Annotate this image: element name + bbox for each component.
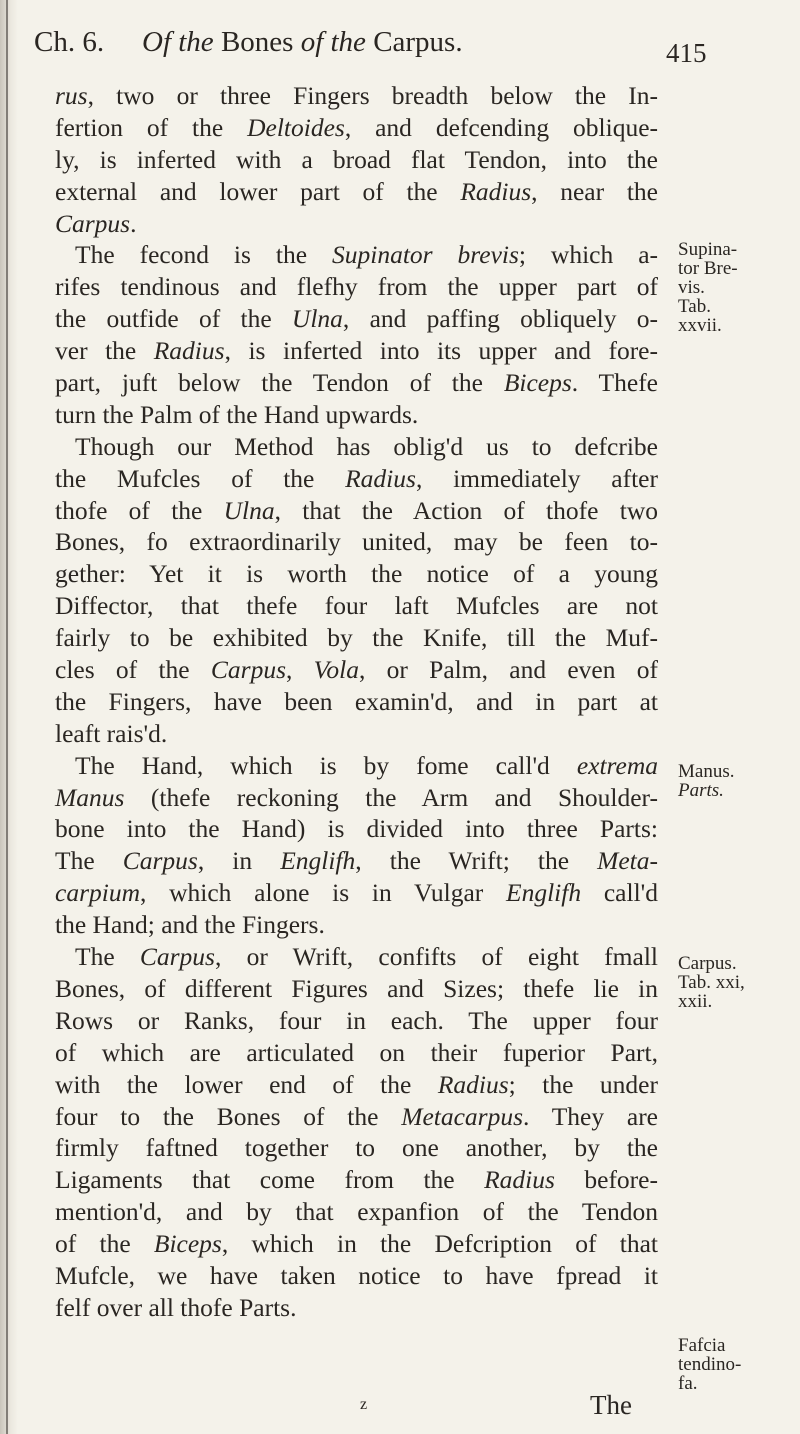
text-line: felf over all thofe Parts. <box>55 1292 297 1322</box>
text-line: The Carpus, in Englifh, the Wrift; the Meta- <box>55 846 658 876</box>
text-line: thofe of the Ulna, that the Action of thofe two <box>55 495 658 525</box>
page-footer <box>0 1390 800 1430</box>
text-line: Ligaments that come from the Radius before- <box>55 1165 658 1195</box>
text-line: external and lower part of the Radius, near the <box>55 176 658 206</box>
text-line: rus, two or three Fingers breadth below the In- <box>55 81 658 110</box>
text-line: bone into the Hand) is divided into three Parts: <box>55 814 658 844</box>
text-line: Diffector, that thefe four laft Mufcles are not <box>55 591 658 621</box>
catchword: The <box>590 1390 632 1420</box>
margin-note-line: Tab. xxi, <box>678 972 745 993</box>
chapter-number: Ch. 6. <box>34 26 105 58</box>
margin-note-line: vis. <box>678 277 705 298</box>
text-line: the Fingers, have been examin'd, and in part at <box>55 686 658 716</box>
text-line: Manus (thefe reckoning the Arm and Shoulder- <box>55 782 658 812</box>
margin-note-line: Fafcia <box>678 1335 726 1356</box>
text-line: of which are articulated on their fuperior Part, <box>55 1037 658 1067</box>
text-line: with the lower end of the Radius; the under <box>55 1069 658 1099</box>
text-line: the outfide of the Ulna, and paffing obliquely o- <box>55 304 658 334</box>
margin-note-line: tor Bre- <box>678 258 738 279</box>
margin-note-line: Supina- <box>678 239 738 260</box>
text-line: fairly to be exhibited by the Knife, till the Muf- <box>55 623 658 653</box>
margin-note-line: xxvii. <box>678 315 722 336</box>
text-line: fertion of the Deltoides, and defcending oblique- <box>55 112 658 142</box>
margin-note-fascia <box>678 1336 741 1393</box>
margin-note-line: Carpus. <box>678 953 737 974</box>
text-line: part, juft below the Tendon of the Biceps. Thefe <box>55 368 659 398</box>
text-line: rifes tendinous and flefhy from the upper part of <box>55 272 658 302</box>
margin-note-line: fa. <box>678 1373 698 1394</box>
text-line: ver the Radius, is inferted into its upper and fore- <box>55 336 658 366</box>
text-line: ly, is inferted with a broad flat Tendon, into the <box>55 144 658 174</box>
body-text <box>55 80 658 1324</box>
text-line: gether: Yet it is worth the notice of a young <box>55 559 658 589</box>
margin-note-line: Manus. <box>678 761 735 782</box>
text-line: Bones, of different Figures and Sizes; thefe lie in <box>55 973 658 1003</box>
running-title: Of the Bones of the Carpus. <box>142 26 463 58</box>
text-line: carpium, which alone is in Vulgar Englifh call'd <box>55 878 658 908</box>
text-line: of the Biceps, which in the Defcription of that <box>55 1229 658 1259</box>
text-line: cles of the Carpus, Vola, or Palm, and even of <box>55 655 659 685</box>
margin-note-line: Parts. <box>678 780 724 801</box>
running-header <box>34 8 707 68</box>
text-line: Mufcle, we have taken notice to have fpread it <box>55 1260 658 1290</box>
text-line: turn the Palm of the Hand upwards. <box>55 399 419 429</box>
text-line: mention'd, and by that expanfion of the Tendon <box>55 1197 658 1227</box>
margin-note-line: Tab. <box>678 296 711 317</box>
text-line: Though our Method has oblig'd us to defcribe <box>75 431 658 461</box>
text-line: The fecond is the Supinator brevis; which a- <box>75 240 659 270</box>
margin-notes <box>678 0 800 1434</box>
margin-note-carpus <box>678 954 745 1011</box>
margin-note-supinator-brevis <box>678 240 738 335</box>
signature-mark: z <box>360 1396 368 1413</box>
text-line: four to the Bones of the Metacarpus. They are <box>55 1101 658 1131</box>
margin-note-manus-parts <box>678 762 734 800</box>
text-line: Rows or Ranks, four in each. The upper four <box>55 1005 658 1035</box>
text-line: the Mufcles of the Radius, immediately after <box>55 463 658 493</box>
margin-note-line: xxii. <box>678 991 713 1012</box>
text-line: the Hand; and the Fingers. <box>55 910 325 940</box>
text-line: Bones, fo extraordinarily united, may be feen to- <box>55 527 658 557</box>
page-number: 415 <box>666 38 707 68</box>
margin-note-line: tendino- <box>678 1354 742 1375</box>
text-line: leaft rais'd. <box>55 718 168 748</box>
text-line: Carpus. <box>55 208 137 238</box>
text-line: The Carpus, or Wrift, confifts of eight fmall <box>75 942 658 972</box>
text-line: The Hand, which is by fome call'd extrema <box>75 750 658 780</box>
text-line: firmly faftned together to one another, by the <box>55 1133 658 1163</box>
